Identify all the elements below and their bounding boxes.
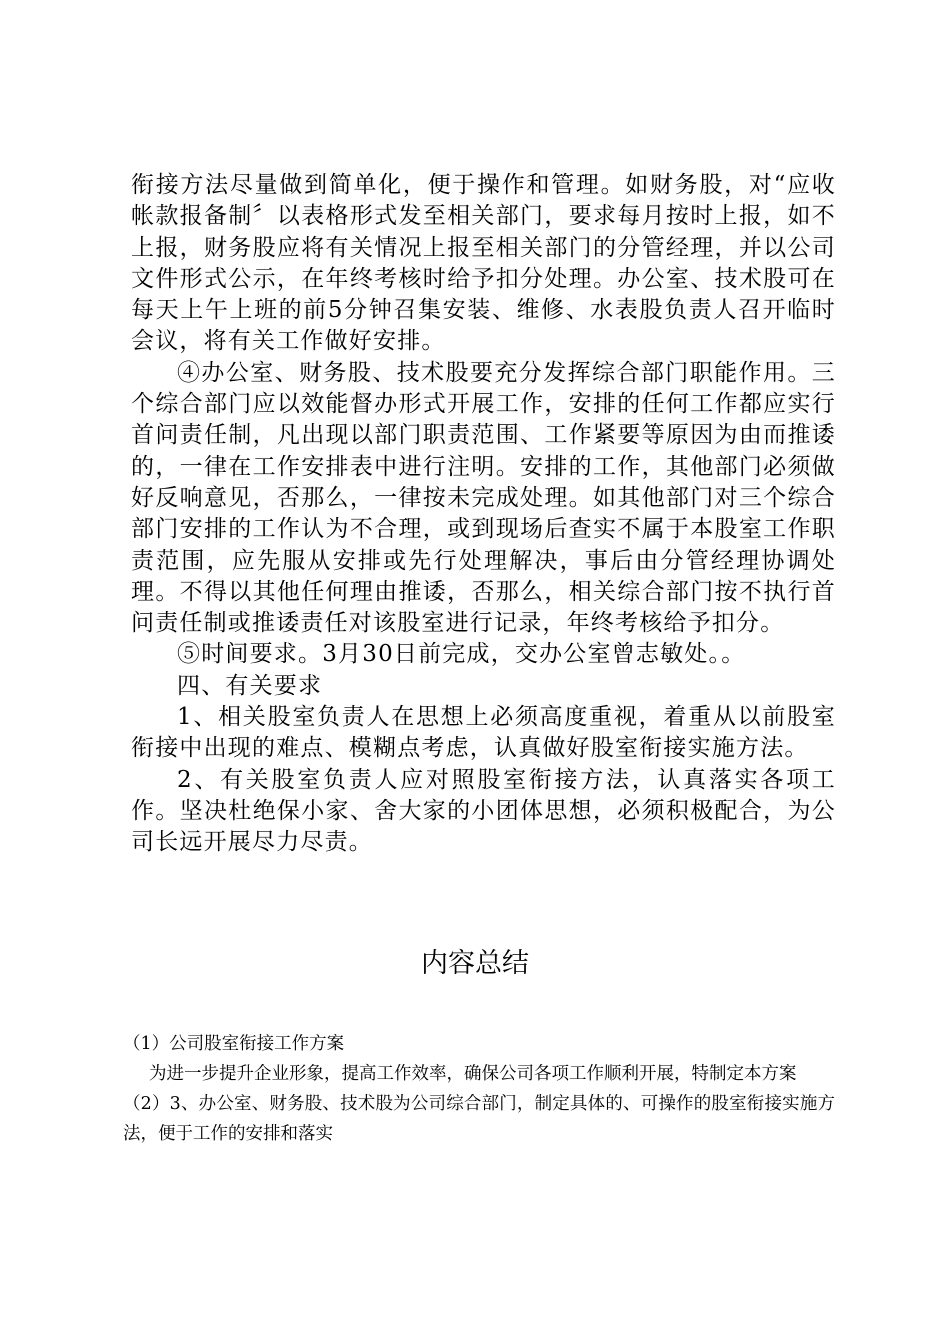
summary-section <box>123 1029 835 1149</box>
section-heading: 四、有关要求 <box>177 672 323 699</box>
summary-title: 内容总结 <box>421 948 529 979</box>
paragraph-item-4: ④办公室、财务股、技术股要充分发挥综合部门职能作用。三个综合部门应以效能督办形式开展工作，安排的任何工作都应实行首问责任制，凡出现以部门职责范围、工作紧要等原因为由而推诿的，一律在工作安排表中进行注明。安排的工作，其他部门必须做好反响意见，否那么，一律按未完成处理。如其他部门对三个综合部门安排的工作认为不合理，或到现场后查实不属于本股室工作职责范围，应先服从安排或先行处理解决，事后由分管经理协调处理。不得以其他任何理由推诿，否那么，相关综合部门按不执行首问责任制或推诿责任对该股室进行记录，年终考核给予扣分。 <box>131 359 836 637</box>
summary-item: 为进一步提升企业形象，提高工作效率，确保公司各项工作顺利开展，特制定本方案 <box>149 1064 797 1084</box>
paragraph-requirement-1: 1、相关股室负责人在思想上必须高度重视，着重从以前股室衔接中出现的难点、模糊点考虑，认真做好股室衔接实施方法。 <box>131 704 836 762</box>
summary-item: （2）3、办公室、财务股、技术股为公司综合部门，制定具体的、可操作的股室衔接实施方法，便于工作的安排和落实 <box>123 1094 835 1144</box>
paragraph-item-5: ⑤时间要求。3月30日前完成，交办公室曾志敏处。。 <box>177 641 746 668</box>
paragraph-continuation: 衔接方法尽量做到简单化，便于操作和管理。如财务股，对“应收帐款报备制〞以表格形式发至相关部门，要求每月按时上报，如不上报，财务股应将有关情况上报至相关部门的分管经理，并以公司文件形式公示，在年终考核时给予扣分处理。办公室、技术股可在每天上午上班的前5分钟召集安装、维修、水表股负责人召开临时会议，将有关工作做好安排。 <box>131 172 836 355</box>
paragraph-requirement-2: 2、有关股室负责人应对照股室衔接方法，认真落实各项工作。坚决杜绝保小家、舍大家的小团体思想，必须积极配合，为公司长远开展尽力尽责。 <box>131 766 836 856</box>
summary-item: （1）公司股室衔接工作方案 <box>123 1034 345 1054</box>
document-body <box>131 170 836 859</box>
